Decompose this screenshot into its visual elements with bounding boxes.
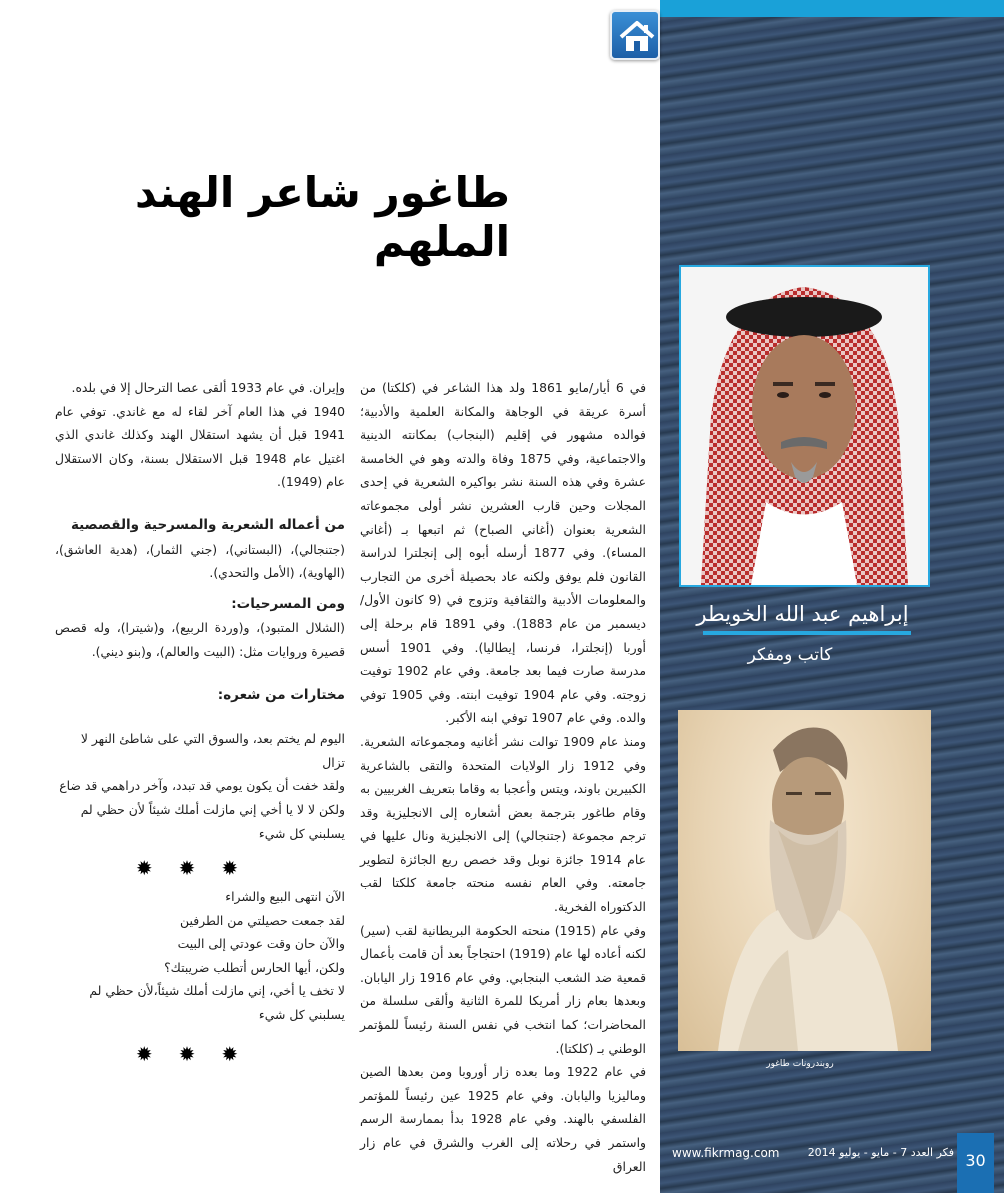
poem-line: اليوم لم يختم بعد، والسوق التي على شاطئ النهر لا تزال bbox=[80, 731, 345, 770]
article-paragraph: في عام 1922 وما بعده زار أوروبا ومن بعدها الصين وماليزيا واليابان. وفي عام 1925 عين رئيساً للمؤتمر الفلسفي بالهند. وفي عام 1928 بدأ بممارسة الرسم واستمر في رحلاته إلى الغرب والشرق في عام زار العراق bbox=[360, 1064, 647, 1174]
plays-list: (الشلال المتبود)، و(وردة الربيع)، و(شيترا)، وله قصص قصيرة وروايات مثل: (البيت والعالم)، و(بنو ديني). bbox=[55, 620, 345, 659]
poem-line: ولكن لا لا يا أخي إني مازلت أملك شيئاً لأن حظي لم bbox=[80, 801, 345, 817]
author-role: كاتب ومفكر bbox=[747, 645, 833, 665]
poem-line: ولقد خفت أن يكون يومي قد تبدد، وآخر دراهمي قد ضاع bbox=[59, 778, 345, 794]
poem-line: يسلبني كل شيء bbox=[258, 825, 345, 841]
author-name: إبراهيم عبد الله الخويطر bbox=[696, 602, 909, 626]
footer-url[interactable]: www.fikrmag.com bbox=[672, 1146, 780, 1160]
footer bbox=[672, 1146, 954, 1166]
works-heading: من أعماله الشعرية والمسرحية والقصصية bbox=[70, 516, 345, 533]
home-icon bbox=[617, 17, 657, 57]
article-paragraph: ومنذ عام 1909 توالت نشر أغانيه ومجموعاته الشعرية. وفي 1912 زار الولايات المتحدة والتقى بالشاعرية الكبيرين باوند، ويتس وأعجبا به وقاما بتعريف الغربيين به وقام طاغور بترجمة بعض أشعاره إلى الانجليزية وقد ترجم مجموعة (جتنجالي) إلى الانجليزية ونال عليها في عام 1914 جائزة نوبل وقد خصص ربع الجائزة لتطوير جامعته. وفي العام نفسه منحته جامعة كلكتا لقب الدكتوراه الفخرية. bbox=[360, 733, 647, 915]
poem-line: الآن انتهى البيع والشراء bbox=[225, 889, 345, 905]
article-column-right bbox=[360, 376, 646, 1178]
poem-line: لقد جمعت حصيلتي من الطرفين bbox=[180, 912, 345, 928]
section-divider-stars: ✹✹✹ bbox=[135, 856, 265, 881]
page-number-box bbox=[957, 1133, 994, 1193]
footer-issue: فكر العدد 7 - مايو - يوليو 2014 bbox=[807, 1146, 954, 1159]
home-button[interactable] bbox=[610, 10, 660, 60]
article-paragraph: ﻓﻲ 6 أيار/مايو 1861 ولد هذا الشاعر في (كلكتا) من أسرة عريقة في الوجاهة والمكانة العلمية والأدبية؛ فوالده مشهور في إقليم (البنجاب) بمكانته الدينية والاجتماعية، وفي 1875 وفاة والدته وهو في الخامسة عشرة وفي هذه السنة نشر بواكيره الشعرية في إحدى المجلات وحين قارب العشرين نشر أولى مجموعاته الشعرية بعنوان (أغاني الصباح) ثم اتبعها بـ (أغاني المساء). وفي 1877 أرسله أبوه إلى إنجلترا لدراسة القانون فلم يوفق ولكنه عاد بحصيلة أخرى من التجارب والمعلومات الأدبية والثقافية وتزوج في (9 كانون الأول/ديسمبر من عام 1883). وفي 1891 قام برحلة إلى أوربا (إنجلترا، فرنسا، إيطاليا). وفي 1901 أسس مدرسة صارت فيما بعد جامعة. وفي عام 1902 توفيت زوجته. وفي عام 1904 توفيت ابنته. وفي 1905 توفي والده. وفي عام 1907 توفي ابنه الأكبر. bbox=[360, 380, 647, 726]
poem-line: ولكن، أيها الحارس أتطلب ضريبتك؟ bbox=[164, 959, 345, 975]
poem-line: لا تخف يا أخي، إني مازلت أملك شيئاً،لأن حظي لم يسلبني كل شيء bbox=[89, 983, 345, 1023]
section-divider-stars: ✹✹✹ bbox=[135, 1041, 265, 1066]
tagore-photo bbox=[678, 710, 931, 1051]
article-paragraph: وإيران. في عام 1933 ألقى عصا الترحال إلا في بلده. bbox=[71, 380, 345, 395]
article-column-left bbox=[55, 376, 345, 1071]
sidebar-top-bar bbox=[660, 0, 1004, 17]
author-portrait bbox=[679, 265, 930, 587]
author-name-underline bbox=[703, 631, 911, 635]
article-paragraph: وفي عام (1915) منحته الحكومة البريطانية لقب (سير) لكنه أعاده لها عام (1919) احتجاجاً بعد أن قامت بأعمال قمعية ضد الشعب البنجابي. وفي عام 1916 زار اليابان. وبعدها بعام زار أمريكا للمرة الثانية وألقى سلسلة من المحاضرات؛ كما انتخب في نفس السنة رئيساً للمؤتمر الوطني بـ (كلكتا). bbox=[360, 922, 647, 1056]
poems-heading: مختارات من شعره: bbox=[217, 686, 345, 703]
tagore-photo-caption: روبندرونات طاغور bbox=[766, 1059, 834, 1069]
poem-line: والآن حان وقت عودتي إلى البيت bbox=[177, 936, 345, 952]
works-list: (جتنجالي)، (البستاني)، (جني الثمار)، (هدية العاشق)، (الهاوية)، (الأمل والتحدي). bbox=[55, 541, 345, 581]
plays-heading: ومن المسرحيات: bbox=[231, 595, 345, 612]
article-paragraph: 1940 في هذا العام آخر لقاء له مع غاندي. توفي عام 1941 قبل أن يشهد استقلال الهند وكذلك غاندي الذي اغتيل عام 1948 قبل الاستقلال بسنة، وكان الاستقلال عام (1949). bbox=[55, 403, 345, 490]
page-title: طاغور شاعر الهند الملهم bbox=[135, 168, 510, 266]
page-number: 30 bbox=[965, 1151, 986, 1170]
